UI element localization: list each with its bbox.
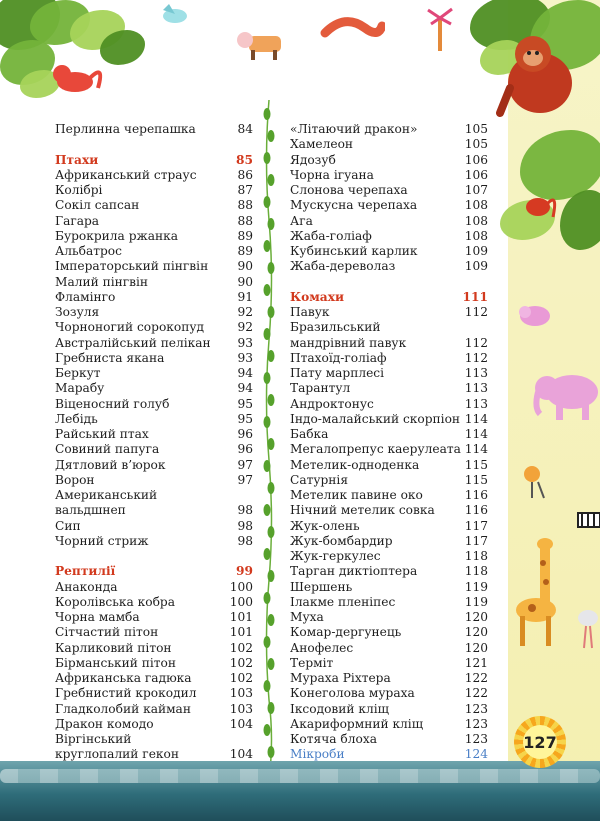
entry-page: 88	[237, 198, 253, 213]
index-entry	[290, 122, 488, 137]
entry-page: 96	[237, 427, 253, 441]
entry-name: Жук-бомбардир	[290, 533, 393, 548]
entry-page: 106	[464, 167, 488, 182]
entry-page: 93	[237, 350, 253, 365]
index-entry	[290, 427, 488, 442]
entry-page: 118	[464, 549, 488, 563]
index-entry	[290, 595, 488, 610]
entry-name: вальдшнеп	[55, 503, 126, 518]
entry-name: Слонова черепаха	[290, 183, 408, 197]
monkey-illustration	[518, 185, 558, 225]
index-entry	[55, 397, 253, 412]
index-column-right	[290, 122, 488, 763]
entry-page: 85	[236, 152, 253, 167]
entry-page: 94	[237, 366, 253, 380]
entry-name: Ілакме пленіпес	[290, 594, 396, 609]
entry-page: 92	[237, 305, 253, 319]
entry-page: 119	[464, 579, 488, 594]
entry-page: 112	[464, 305, 488, 319]
zebra-illustration	[572, 505, 600, 545]
entry-page: 96	[237, 442, 253, 457]
entry-name: Муха	[290, 610, 324, 624]
entry-name: Африканський страус	[55, 167, 197, 182]
index-entry	[55, 625, 253, 640]
index-entry	[290, 320, 488, 335]
entry-name: Жук-геркулес	[290, 549, 381, 563]
entry-name: мандрівний павук	[290, 335, 407, 350]
index-entry	[55, 290, 253, 305]
index-entry	[290, 198, 488, 213]
index-entry	[55, 534, 253, 549]
entry-page: 92	[237, 320, 253, 335]
entry-name: Птахи	[55, 152, 99, 167]
index-entry	[290, 686, 488, 701]
index-entry	[290, 610, 488, 625]
index-entry	[290, 564, 488, 579]
entry-page: 89	[237, 228, 253, 243]
entry-page: 119	[464, 594, 488, 609]
index-entry	[290, 137, 488, 152]
entry-name: Іксодовий кліщ	[290, 701, 390, 716]
entry-name: Комар-дергунець	[290, 625, 402, 640]
index-entry	[290, 625, 488, 640]
entry-name: Жук-олень	[290, 518, 360, 533]
index-entry	[290, 534, 488, 549]
index-entry	[55, 747, 253, 762]
entry-name: Анаконда	[55, 579, 118, 594]
entry-page: 104	[229, 747, 253, 762]
index-entry	[290, 473, 488, 488]
index-entry	[290, 305, 488, 320]
index-entry	[290, 153, 488, 168]
section-heading	[55, 153, 253, 168]
entry-name: Ворон	[55, 472, 95, 487]
index-entry	[290, 244, 488, 259]
index-entry	[55, 305, 253, 320]
index-entry	[55, 656, 253, 671]
page-number: 127	[523, 725, 557, 759]
index-entry	[290, 503, 488, 518]
entry-name: Малий пінгвін	[55, 274, 149, 289]
index-entry	[55, 702, 253, 717]
entry-name: Тарган диктіоптера	[290, 564, 418, 579]
index-entry	[290, 183, 488, 198]
entry-name: Конеголова мураха	[290, 686, 415, 701]
entry-page: 91	[237, 289, 253, 304]
index-entry	[55, 686, 253, 701]
sea-foam	[0, 769, 600, 783]
index-entry	[290, 732, 488, 747]
entry-name: Марабу	[55, 381, 105, 396]
index-entry	[55, 641, 253, 656]
entry-name: Метелик павине око	[290, 488, 423, 502]
index-entry	[55, 549, 253, 564]
entry-name: Мураха Ріхтера	[290, 671, 391, 685]
entry-name: Сатурнія	[290, 472, 349, 487]
entry-page: 112	[464, 350, 488, 365]
index-entry	[55, 366, 253, 381]
entry-page: 108	[464, 213, 488, 228]
entry-name: Бурокрила ржанка	[55, 228, 178, 243]
index-entry	[290, 366, 488, 381]
index-entry	[290, 168, 488, 183]
entry-name: Дракон комодо	[55, 716, 154, 731]
orangutan-illustration	[495, 28, 585, 118]
entry-page: 123	[464, 732, 488, 746]
index-entry	[55, 351, 253, 366]
entry-name: Мускусна черепаха	[290, 198, 418, 213]
entry-name: Котяча блоха	[290, 732, 377, 746]
index-entry	[290, 351, 488, 366]
entry-page: 112	[464, 335, 488, 350]
index-entry	[55, 442, 253, 457]
entry-page: 94	[237, 381, 253, 396]
index-entry	[290, 641, 488, 656]
entry-page: 114	[464, 442, 488, 457]
index-entry	[290, 214, 488, 229]
index-entry	[55, 198, 253, 213]
entry-page: 97	[237, 457, 253, 472]
entry-page: 116	[464, 503, 488, 518]
giraffe-illustration	[512, 538, 562, 648]
entry-name: Анофелес	[290, 640, 354, 655]
entry-page: 120	[464, 625, 488, 640]
index-entry	[290, 488, 488, 503]
entry-page: 84	[237, 122, 253, 136]
entry-page: 111	[462, 289, 488, 304]
entry-page: 109	[464, 259, 488, 274]
index-entry	[55, 259, 253, 274]
entry-name: Колібрі	[55, 183, 103, 197]
index-entry	[55, 671, 253, 686]
index-entry	[55, 503, 253, 518]
index-entry	[55, 732, 253, 747]
entry-page: 120	[464, 610, 488, 624]
entry-name: круглопалий гекон	[55, 747, 179, 762]
entry-name: Гребнистий крокодил	[55, 686, 197, 701]
entry-name: Рептилії	[55, 564, 116, 579]
entry-page: 100	[229, 579, 253, 594]
entry-name: Чорний стриж	[55, 533, 149, 548]
small-bird-illustration	[520, 462, 552, 500]
entry-page: 115	[464, 457, 488, 472]
entry-page: 106	[464, 152, 488, 167]
entry-page: 89	[237, 244, 253, 258]
entry-name: Акариформний кліщ	[290, 716, 424, 731]
entry-name: Індо-малайський скорпіон	[290, 411, 461, 426]
index-entry	[55, 610, 253, 625]
entry-name: Нічний метелик совка	[290, 503, 435, 518]
entry-name: Мегалопрепус каерулеата	[290, 442, 461, 457]
index-entry	[55, 183, 253, 198]
entry-page: 113	[464, 366, 488, 380]
entry-page: 124	[464, 747, 488, 762]
entry-name: Кубинський карлик	[290, 244, 418, 258]
entry-name: Віргінський	[55, 732, 132, 746]
entry-name: Жаба-голіаф	[290, 228, 372, 243]
index-entry	[290, 671, 488, 686]
entry-page: 121	[464, 655, 488, 670]
entry-name: Ядозуб	[290, 152, 336, 167]
vine-divider	[262, 100, 276, 780]
entry-name: Ага	[290, 213, 313, 228]
cow-illustration	[235, 28, 290, 63]
index-entry	[55, 580, 253, 595]
index-column-left	[55, 122, 253, 763]
entry-name: Африканська гадюка	[55, 671, 192, 685]
entry-page: 113	[464, 381, 488, 396]
entry-name: Австралійський пелікан	[55, 335, 211, 350]
entry-name: Королівська кобра	[55, 594, 175, 609]
entry-page: 103	[229, 686, 253, 701]
index-entry	[290, 747, 488, 762]
entry-name: Бабка	[290, 427, 329, 441]
entry-name: Мікроби	[290, 747, 345, 762]
entry-page: 101	[229, 610, 253, 624]
entry-name: Бразильський	[290, 320, 381, 335]
ostrich-illustration	[574, 600, 600, 650]
index-entry	[55, 275, 253, 290]
index-entry	[55, 244, 253, 259]
entry-name: Гладколобий кайман	[55, 701, 191, 716]
entry-page: 88	[237, 213, 253, 228]
entry-name: Павук	[290, 305, 330, 319]
entry-page: 93	[237, 335, 253, 350]
index-entry	[55, 717, 253, 732]
entry-page: 118	[464, 564, 488, 579]
entry-name: Андроктонус	[290, 396, 374, 411]
entry-page: 102	[229, 671, 253, 685]
entry-name: Гребниста якана	[55, 350, 165, 365]
entry-name: Сітчастий пітон	[55, 625, 159, 640]
index-entry	[290, 442, 488, 457]
entry-name: Фламінго	[55, 289, 116, 304]
index-entry	[55, 214, 253, 229]
entry-name: Імператорський пінгвін	[55, 259, 209, 274]
entry-page: 122	[464, 671, 488, 685]
entry-page: 114	[464, 411, 488, 426]
index-entry	[290, 336, 488, 351]
index-entry	[290, 259, 488, 274]
entry-page: 122	[464, 686, 488, 701]
entry-page: 90	[237, 259, 253, 274]
entry-page: 95	[237, 411, 253, 426]
entry-name: Віценосний голуб	[55, 396, 170, 411]
entry-name: Зозуля	[55, 305, 100, 319]
entry-page: 98	[237, 518, 253, 533]
entry-name: «Літаючий дракон»	[290, 122, 418, 136]
entry-page: 117	[464, 533, 488, 548]
index-entry	[55, 519, 253, 534]
index-entry	[55, 137, 253, 152]
entry-name: Метелик-одноденка	[290, 457, 420, 472]
index-entry	[290, 549, 488, 564]
index-entry	[55, 168, 253, 183]
entry-name: Лебідь	[55, 411, 98, 426]
entry-page: 86	[237, 167, 253, 182]
entry-page: 99	[236, 564, 253, 579]
index-entry	[55, 381, 253, 396]
index-entry	[290, 580, 488, 595]
page-number-badge	[514, 716, 566, 768]
pig-illustration	[515, 300, 555, 332]
index-entry	[290, 458, 488, 473]
index-entry	[55, 458, 253, 473]
entry-name: Чорноногий сорокопуд	[55, 320, 205, 335]
index-entry	[55, 473, 253, 488]
entry-page: 105	[464, 137, 488, 152]
entry-name: Совиний папуга	[55, 442, 160, 457]
entry-page: 108	[464, 198, 488, 213]
index-entry	[290, 656, 488, 671]
entry-name: Перлинна черепашка	[55, 122, 196, 136]
entry-page: 114	[464, 427, 488, 441]
index-entry	[290, 702, 488, 717]
entry-name: Беркут	[55, 366, 101, 380]
lizard-illustration	[320, 8, 385, 48]
entry-name: Жаба-дереволаз	[290, 259, 396, 274]
entry-name: Птахоїд-голіаф	[290, 350, 387, 365]
entry-page: 113	[464, 396, 488, 411]
entry-name: Райський птах	[55, 427, 149, 441]
index-entry	[290, 275, 488, 290]
index-entry	[55, 412, 253, 427]
cat-illustration	[50, 58, 105, 98]
entry-name: Пату марплесі	[290, 366, 385, 380]
entry-page: 101	[229, 625, 253, 640]
index-entry	[290, 717, 488, 732]
palm-illustration	[425, 6, 455, 51]
bird-illustration	[155, 2, 195, 27]
entry-page: 103	[229, 701, 253, 716]
entry-name: Сокіл сапсан	[55, 198, 140, 213]
entry-page: 104	[229, 716, 253, 731]
entry-page: 95	[237, 396, 253, 411]
entry-page: 87	[237, 183, 253, 197]
entry-name: Чорна мамба	[55, 610, 140, 624]
section-heading	[55, 564, 253, 579]
entry-name: Терміт	[290, 655, 334, 670]
entry-page: 116	[464, 488, 488, 502]
entry-name: Альбатрос	[55, 244, 122, 258]
index-entry	[55, 320, 253, 335]
entry-page: 100	[229, 594, 253, 609]
index-entry	[55, 122, 253, 137]
index-entry	[55, 427, 253, 442]
entry-name: Комахи	[290, 289, 345, 304]
entry-page: 123	[464, 716, 488, 731]
entry-name: Хамелеон	[290, 137, 354, 152]
entry-page: 109	[464, 244, 488, 258]
index-entry	[55, 595, 253, 610]
entry-name: Бірманський пітон	[55, 655, 176, 670]
entry-name: Дятловий в’юрок	[55, 457, 166, 472]
index-entry	[290, 229, 488, 244]
index-entry	[290, 397, 488, 412]
entry-page: 117	[464, 518, 488, 533]
entry-name: Тарантул	[290, 381, 351, 396]
entry-page: 102	[229, 655, 253, 670]
entry-page: 123	[464, 701, 488, 716]
entry-page: 102	[229, 640, 253, 655]
entry-page: 90	[237, 274, 253, 289]
entry-page: 105	[464, 122, 488, 136]
index-entry	[55, 336, 253, 351]
entry-page: 108	[464, 228, 488, 243]
entry-page: 107	[464, 183, 488, 197]
index-entry	[290, 412, 488, 427]
entry-name: Чорна ігуана	[290, 167, 374, 182]
entry-name: Гагара	[55, 213, 100, 228]
entry-name: Карликовий пітон	[55, 640, 172, 655]
entry-page: 97	[237, 472, 253, 487]
index-entry	[55, 488, 253, 503]
entry-page: 98	[237, 533, 253, 548]
entry-name: Американський	[55, 488, 158, 502]
entry-name: Сип	[55, 518, 81, 533]
entry-page: 115	[464, 472, 488, 487]
index-entry	[55, 229, 253, 244]
entry-page: 120	[464, 640, 488, 655]
elephant-illustration	[530, 368, 600, 423]
index-entry	[290, 381, 488, 396]
entry-name: Шершень	[290, 579, 353, 594]
entry-page: 98	[237, 503, 253, 518]
section-heading	[290, 290, 488, 305]
index-entry	[290, 519, 488, 534]
